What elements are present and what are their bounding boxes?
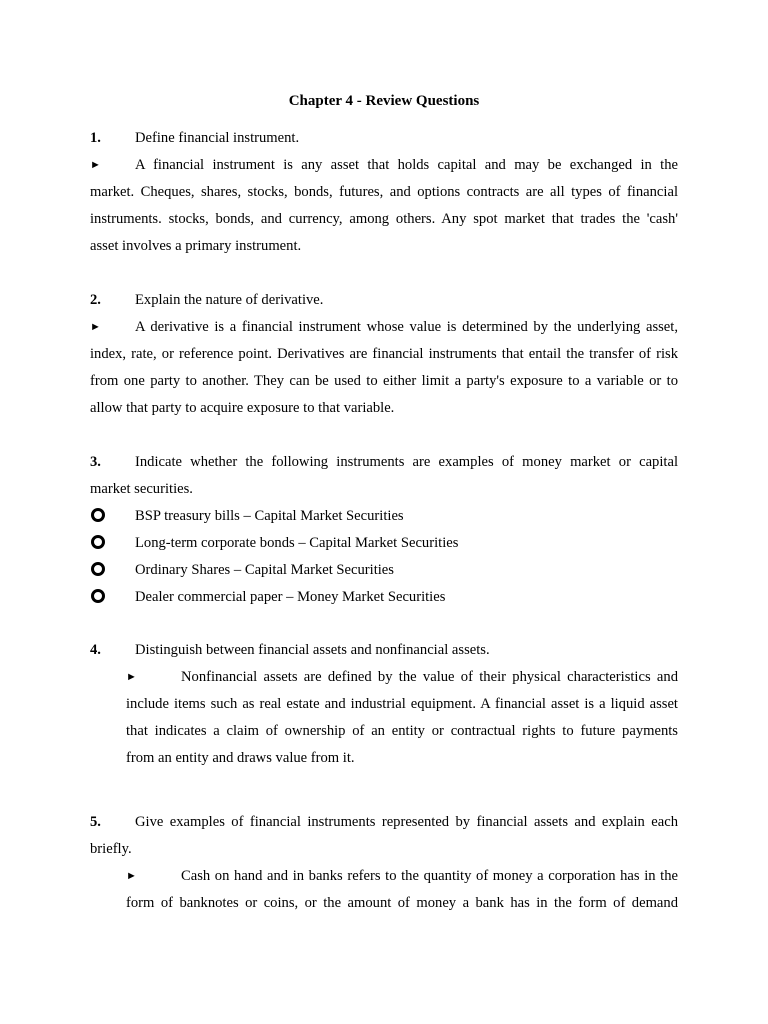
- answer-line: Nonfinancial assets are defined by the value of their physical characteristics and: [181, 669, 678, 685]
- question-2-header: [90, 287, 678, 314]
- answer-line: from an entity and draws value from it.: [126, 750, 355, 766]
- question-4-header: [90, 637, 678, 664]
- circle-bullet-icon: [91, 589, 105, 603]
- list-item: Long-term corporate bonds – Capital Market Securities: [135, 535, 459, 551]
- answer-line: instruments. stocks, bonds, and currency, among others. Any spot market that trades the 'cash': [90, 211, 678, 227]
- question-number: 5.: [90, 814, 101, 830]
- circle-bullet-icon: [91, 562, 105, 576]
- arrow-bullet-icon: ►: [126, 870, 137, 882]
- circle-bullet-icon: [91, 508, 105, 522]
- question-number: 3.: [90, 454, 101, 470]
- question-prompt-continuation: briefly.: [90, 841, 132, 857]
- list-item: Ordinary Shares – Capital Market Securities: [135, 562, 394, 578]
- circle-bullet-icon: [91, 535, 105, 549]
- arrow-bullet-icon: ►: [126, 671, 137, 683]
- question-number: 4.: [90, 642, 101, 658]
- question-number: 1.: [90, 130, 101, 146]
- question-number: 2.: [90, 292, 101, 308]
- question-prompt: Explain the nature of derivative.: [135, 292, 324, 308]
- question-1-header: [90, 125, 678, 152]
- answer-line: asset involves a primary instrument.: [90, 238, 302, 254]
- answer-line: that indicates a claim of ownership of an entity or contractual rights to future payments: [126, 723, 678, 739]
- question-prompt-continuation: market securities.: [90, 481, 193, 497]
- question-prompt: Distinguish between financial assets and nonfinancial assets.: [135, 642, 490, 658]
- question-prompt: Define financial instrument.: [135, 130, 300, 146]
- answer-line: index, rate, or reference point. Derivatives are financial instruments that entail the transfer of risk: [90, 346, 678, 362]
- question-3-header: [90, 449, 678, 476]
- question-prompt: Give examples of financial instruments represented by financial assets and explain each: [135, 814, 678, 830]
- answer-line: form of banknotes or coins, or the amount of money a bank has in the form of demand: [126, 895, 678, 911]
- answer-line: A derivative is a financial instrument whose value is determined by the underlying asset,: [135, 319, 678, 335]
- answer-line: from one party to another. They can be used to either limit a party's exposure to a variable or to: [90, 373, 678, 389]
- answer-line: A financial instrument is any asset that holds capital and may be exchanged in the: [135, 157, 678, 173]
- answer-line: include items such as real estate and industrial equipment. A financial asset is a liquid asset: [126, 696, 678, 712]
- answer-line: market. Cheques, shares, stocks, bonds, futures, and options contracts are all types of financial: [90, 184, 678, 200]
- question-5-header: [90, 809, 678, 836]
- question-prompt: Indicate whether the following instruments are examples of money market or capital: [135, 454, 678, 470]
- list-item: BSP treasury bills – Capital Market Securities: [135, 508, 404, 524]
- list-item: Dealer commercial paper – Money Market Securities: [135, 589, 446, 605]
- page-title: Chapter 4 - Review Questions: [288, 93, 480, 109]
- arrow-bullet-icon: ►: [90, 159, 101, 171]
- arrow-bullet-icon: ►: [90, 321, 101, 333]
- answer-line: Cash on hand and in banks refers to the quantity of money a corporation has in the: [181, 868, 678, 884]
- answer-line: allow that party to acquire exposure to that variable.: [90, 400, 395, 416]
